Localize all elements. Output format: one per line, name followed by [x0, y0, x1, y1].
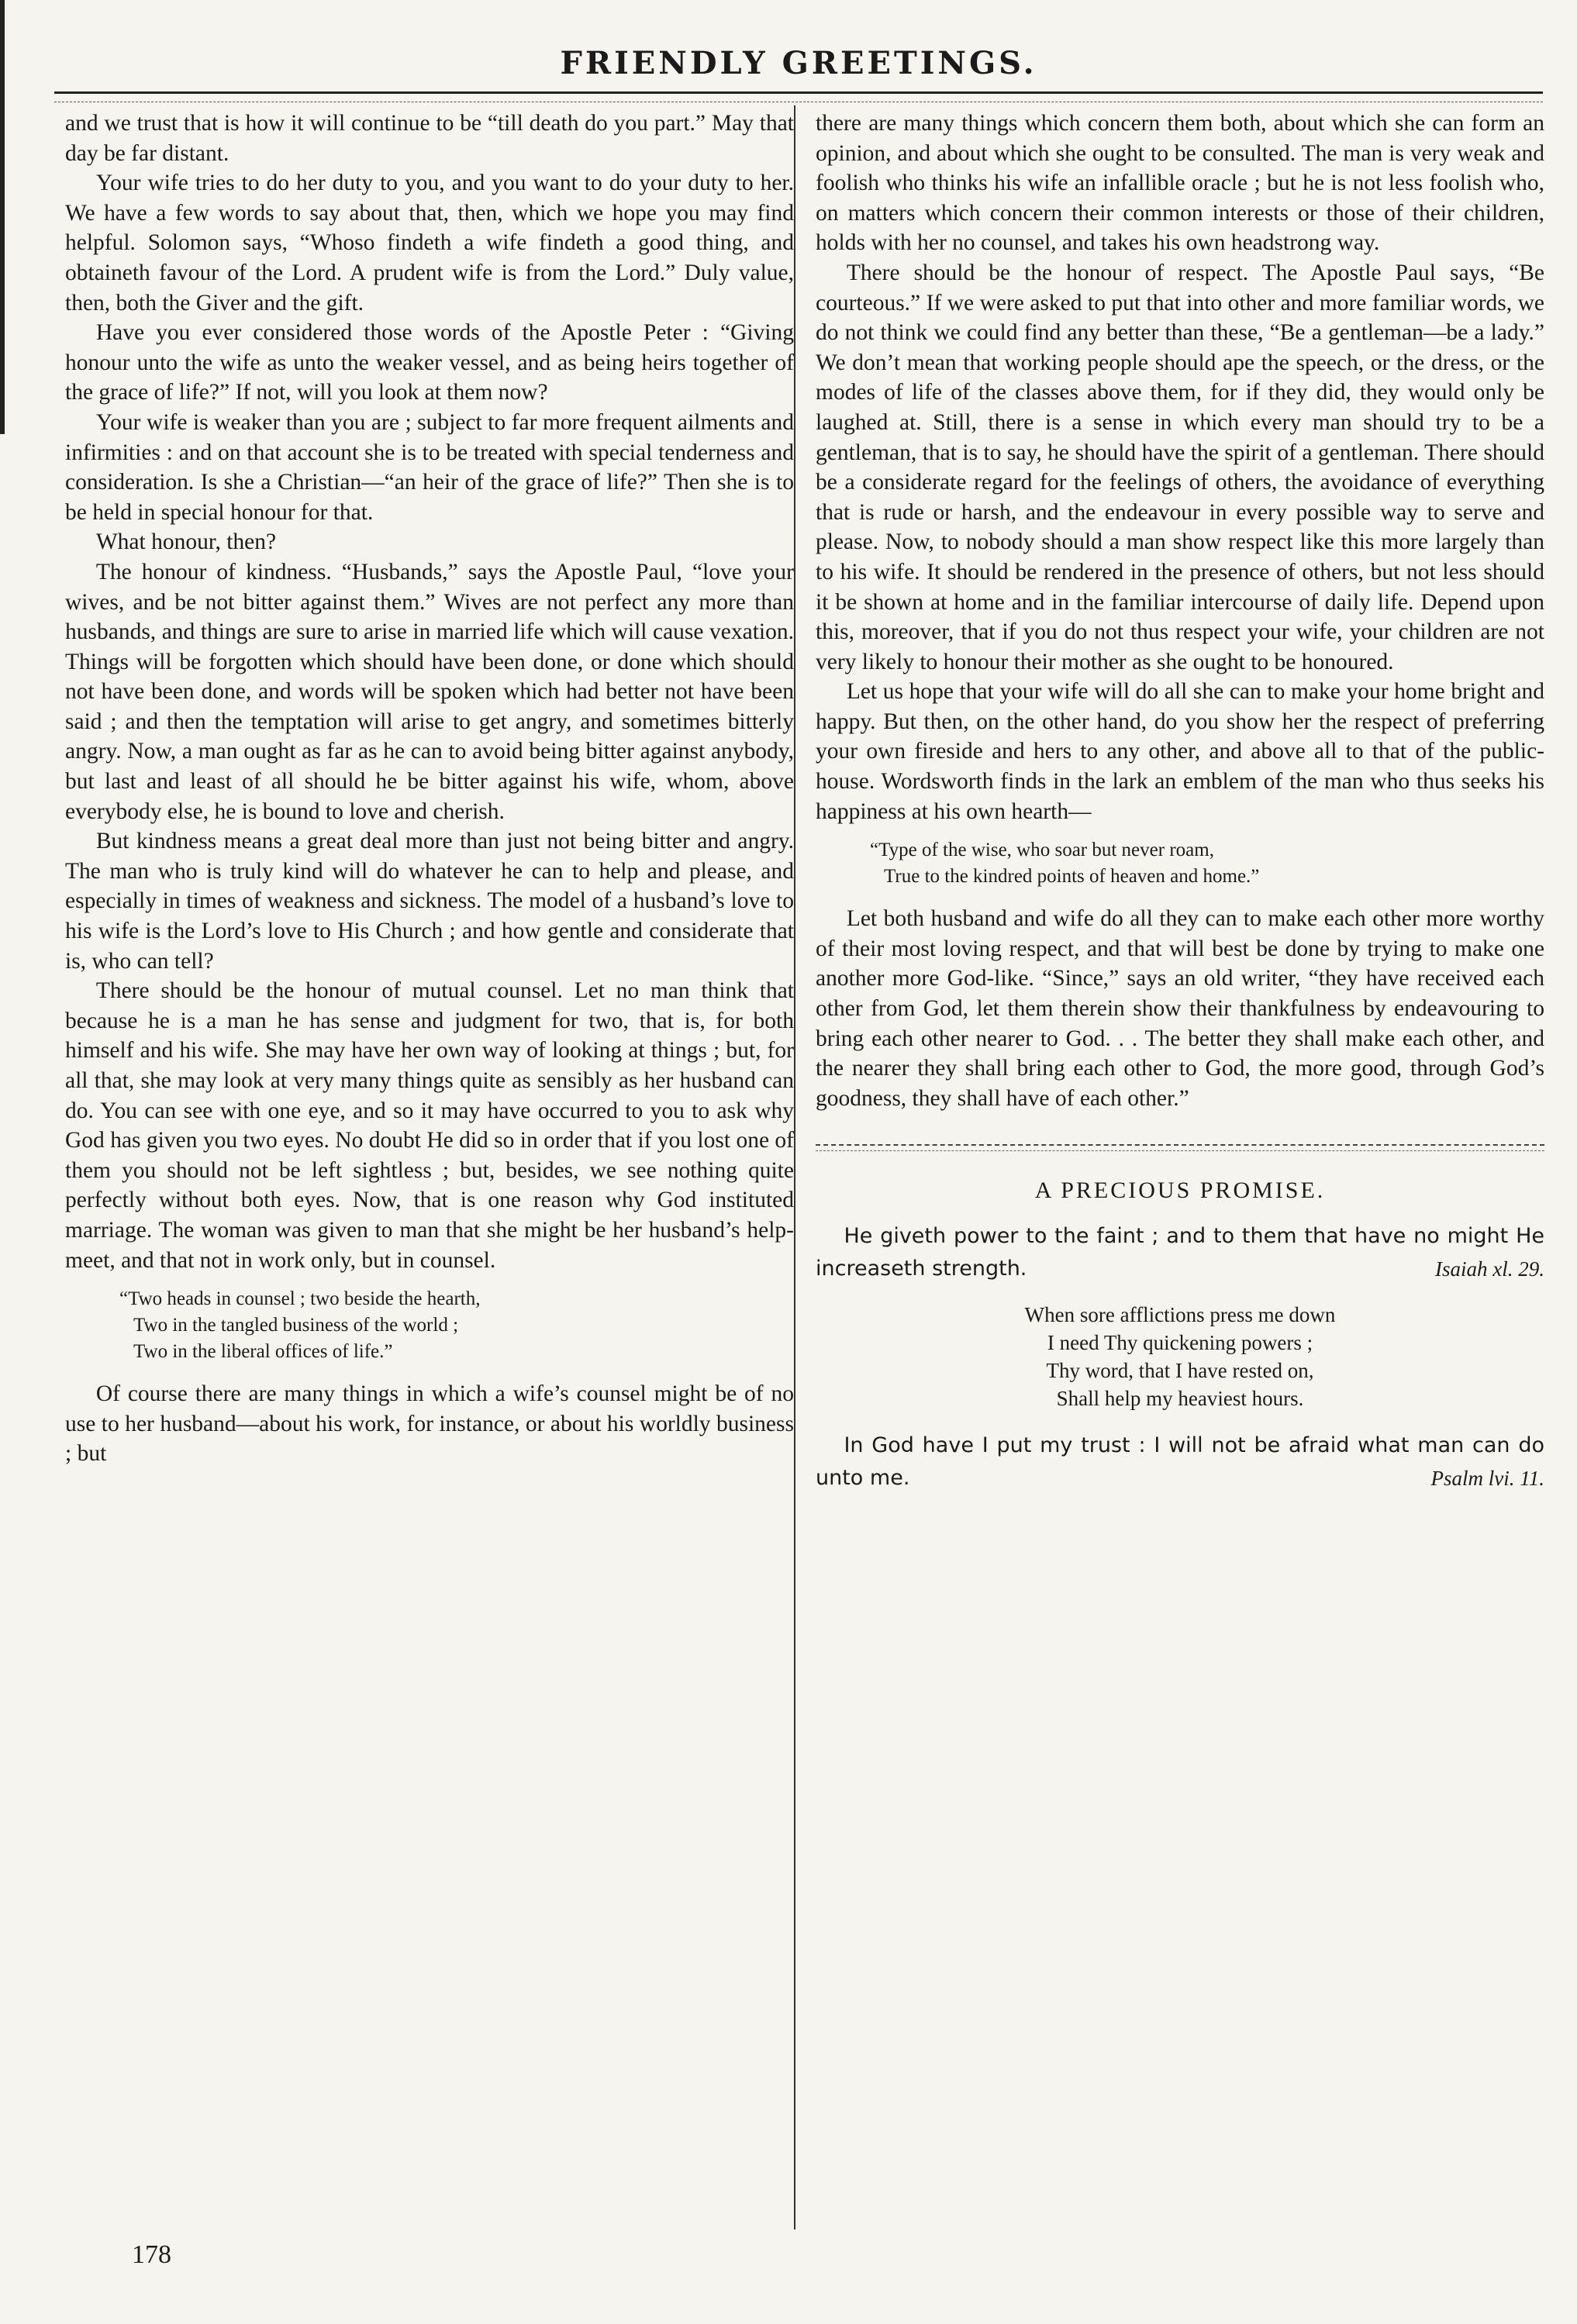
- paragraph: Let us hope that your wife will do all she can to make your home bright and happy. But then, on the other hand, do you show her the respect of preferring your own fireside and hers to any other, and above all to that of the public-house. Wordsworth finds in the lark an emblem of the man who thus seeks his happiness at his own hearth—: [816, 679, 1544, 824]
- hymn-line: When sore afflictions press me down: [1024, 1303, 1336, 1326]
- hymn-line: Shall help my heaviest hours.: [1056, 1387, 1304, 1410]
- scripture-verse: [816, 1429, 1544, 1495]
- verse-reference: Isaiah xl. 29.: [1435, 1257, 1544, 1281]
- poem-line: True to the kindred points of heaven and home.”: [884, 866, 1260, 888]
- poem-line: “Type of the wise, who soar but never roam,: [870, 840, 1214, 861]
- page-number: 178: [132, 2240, 171, 2269]
- hymn-line: Thy word, that I have rested on,: [1046, 1359, 1314, 1382]
- paragraph: Of course there are many things in which a wife’s counsel might be of no use to her husband—about his work, for instance, or about his worldly business ; but: [65, 1381, 794, 1467]
- hymn-line: I need Thy quickening powers ;: [1047, 1331, 1313, 1354]
- poem-line: “Two heads in counsel ; two beside the hearth,: [119, 1288, 481, 1310]
- verse-reference: Psalm lvi. 11.: [1430, 1467, 1544, 1490]
- paragraph: The honour of kindness. “Husbands,” says the Apostle Paul, “love your wives, and be not bitter against them.” Wives are not perfect any more than husbands, and things are sure to arise in married life which will cause vexation. Things will be forgotten which should have been done, or done which should not have been done, and words will be spoken which had better not have been said ; and then the temptation will arise to get angry, and sometimes bitterly angry. Now, a man ought as far as he can to avoid being bitter against anybody, but last and least of all should he be bitter against his wife, whom, above everybody else, he is bound to love and cherish.: [65, 559, 794, 824]
- hymn-stanza: [816, 1301, 1544, 1412]
- verse-text: In God have I put my trust : I will not be afraid what man can do unto me.: [816, 1433, 1544, 1490]
- verse-text: He giveth power to the faint ; and to them that have no might He increaseth strength.: [816, 1224, 1544, 1281]
- paragraph: and we trust that is how it will continue to be “till death do you part.” May that day be far distant.: [65, 111, 794, 166]
- paragraph: There should be the honour of respect. The Apostle Paul says, “Be courteous.” If we were asked to put that into other and more familiar words, we do not think we could find any better than these, “Be a gentleman—be a lady.” We don’t mean that working people should ape the speech, or the dress, or the modes of life of the classes above them, for if they did, they would only be laughed at. Still, there is a sense in which every man should try to be a gentleman, that is to say, he should have the spirit of a gentleman. There should be a considerate regard for the feelings of others, the avoidance of everything that is rude or harsh, and the endeavour in every possible way to serve and please. Now, to nobody should a man show respect like this more largely than to his wife. It should be rendered in the presence of others, but not less should it be shown at home and in the familiar intercourse of daily life. Depend upon this, moreover, that if you do not thus respect your wife, your children are not very likely to honour their mother as she ought to be honoured.: [816, 260, 1544, 674]
- quoted-poem: [870, 837, 1544, 890]
- paragraph: there are many things which concern them both, about which she can form an opinion, and about which she ought to be consulted. The man is very weak and foolish who thinks his wife an infallible oracle ; but he is not less foolish who, on matters which concern their common interests or those of their children, holds with her no counsel, and takes his own headstrong way.: [816, 111, 1544, 256]
- poem-line: Two in the liberal offices of life.”: [133, 1341, 393, 1363]
- paragraph: Your wife tries to do her duty to you, and you want to do your duty to her. We have a few words to say about that, then, which we hope you may find helpful. Solomon says, “Whoso findeth a wife findeth a good thing, and obtaineth favour of the Lord. A prudent wife is from the Lord.” Duly value, then, both the Giver and the gift.: [65, 171, 794, 315]
- column-divider: [794, 105, 795, 2229]
- right-column: [816, 109, 1544, 1495]
- paragraph: But kindness means a great deal more than just not being bitter and angry. The man who is truly kind will do whatever he can to help and please, and especially in times of weakness and sickness. The model of a husband’s love to his wife is the Lord’s love to His Church ; and how gentle and considerate that is, who can tell?: [65, 829, 794, 974]
- paragraph: There should be the honour of mutual counsel. Let no man think that because he is a man he has sense and judgment for two, that is, for both himself and his wife. She may have her own way of looking at things ; but, for all that, she may look at very many things quite as sensibly as her husband can do. You can see with one eye, and so it may have occurred to you to ask why God has given you two eyes. No doubt He did so in order that if you lost one of them you should not be left sightless ; but, besides, we see nothing quite perfectly without both eyes. Now, that is one reason why God instituted marriage. The woman was given to man that she might be her husband’s help-meet, and that not in work only, but in counsel.: [65, 978, 794, 1273]
- paragraph: What honour, then?: [95, 529, 277, 555]
- promise-title: A PRECIOUS PROMISE.: [1034, 1178, 1326, 1204]
- paragraph: Have you ever considered those words of the Apostle Peter : “Giving honour unto the wife as unto the weaker vessel, and as being heirs together of the grace of life?” If not, will you look at them now?: [65, 320, 794, 405]
- paragraph: Let both husband and wife do all they can to make each other more worthy of their most loving respect, and that will best be done by trying to make one another more God-like. “Since,” says an old writer, “they have received each other from God, let them therein show their thankfulness by endeavouring to bring each other nearer to God. . . The better they shall make each other, and the nearer they shall bring each other to God, the more good, through God’s goodness, they shall have of each other.”: [816, 906, 1544, 1111]
- poem-line: Two in the tangled business of the world ;: [133, 1315, 459, 1336]
- quoted-poem: [119, 1286, 794, 1365]
- header-rule: [54, 91, 1543, 102]
- left-column: [65, 109, 794, 1469]
- scripture-verse: [816, 1220, 1544, 1285]
- page-edge-shadow: [0, 0, 5, 434]
- paragraph: Your wife is weaker than you are ; subject to far more frequent ailments and infirmities : and on that account she is to be treated with special tenderness and consideration. Is she a Christian—“an heir of the grace of life?” Then she is to be held in special honour for that.: [65, 409, 794, 525]
- section-rule: [816, 1144, 1544, 1151]
- running-header: FRIENDLY GREETINGS.: [560, 45, 1037, 81]
